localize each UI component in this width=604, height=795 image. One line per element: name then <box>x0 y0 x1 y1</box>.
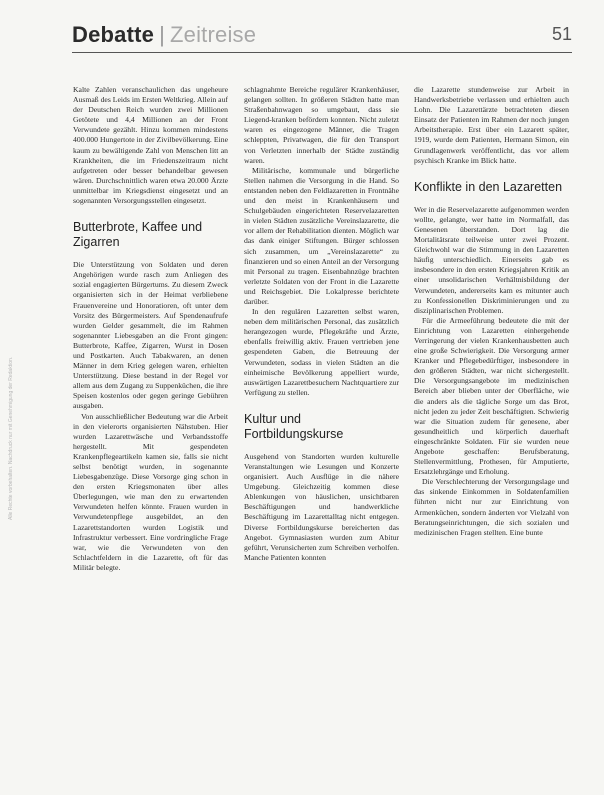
paragraph: Für die Armeeführung bedeutete die mit der Einrichtung von Lazaretten einhergehende Verringerung der vielen Krankenhausbetten auch eine große Schwierigkeit. Die Versorgung armer Kranker und Pflegebedürftiger, insbesondere in den größeren Städten, war nicht sichergestellt. Die Versorgungsangebote im medizinischen Bereich aber blieben unter der Oberfläche, wie die anders als die tägliche Sorge um das Brot, nicht jeden zu jeder Zeit beschäftigten. Schwierig war die Situation zudem für genesene, aber gesundheitlich und körperlich dauerhaft eingeschränkte Soldaten. Für sie wurden neue Angebote geschaffen: Berufsberatung, Stellenvermittlung, Prothesen, für Amputierte, Ersatzlehrgänge und Erholung. <box>414 315 569 477</box>
paragraph: Militärische, kommunale und bürgerliche Stellen nahmen die Versorgung in die Hand. So entstanden neben den Feldlazaretten in Frontnähe und den meist in Krankenhäusern und Schulgebäuden eingerichteten Reservelazaretten in vielen Städten zusätzliche Vereinslazarette, die vor allem der Rehabilitation dienten. Möglich war das dank einiger Stiftungen. Bürger schlossen sich zusammen, um „Vereinslazarette“ zu finanzieren und so einen Anteil an der Versorgung mit Personal zu tragen. Eisenbahnzüge brachten verletzte Soldaten von der Front in die Lazarette und Reichsgebiet. Die Lokalpresse berichtete darüber. <box>244 165 399 306</box>
section-title <box>72 22 256 48</box>
paragraph: Von ausschließlicher Bedeutung war die Arbeit in den vielerorts organisierten Nähstuben. Hier wurden Lazarettwäsche und Verbandsstoffe hergestellt. Mit gespendeten Krankenpflegeartikeln kamen sie, falls sie nicht selbst benötigt wurden, in sogenannte Liebesgabenzüge. Diese Vorsorge ging schon in den ersten Kriegsmonaten über alles Überlegungen, wie man den zu erwartenden Verwundeten helfen könnte. Frauen wurden in Verwundetenpflege ausgebildet, an den Lazarettstandorten wurden Logistik und Infrastruktur verbessert. Eine vordringliche Frage war, wie die Verwundeten von den Schlachtfeldern in die Lazarette, oft für das Militär belegte. <box>73 411 228 572</box>
text-column-2 <box>244 85 399 775</box>
paragraph: Die Verschlechterung der Versorgungslage und das sinkende Einkommen in Soldatenfamilien führten nicht nur zur Einrichtung von Armenküchen, sondern änderten vor Vielzahl von Beratungseinrichtungen, die sich sozialen und medizinischen Fragen stellten. Eine bunte <box>414 477 569 537</box>
paragraph: die Lazarette stundenweise zur Arbeit in Handwerksbetriebe verlassen und erhielten auch Lohn. Die Lazarettärzte betrachteten diesen Einsatz der Patienten im Rahmen der noch jungen Arbeitstherapie. Erst über ein Lazarett später, 1919, wurde dem Patienten, Hermann Simon, ein Grundlagenwerk veröffentlicht, das vor allem psychisch Kranke im Blick hatte. <box>414 85 569 165</box>
paragraph: schlagnahmte Bereiche regulärer Krankenhäuser, gelangen sollten. In größeren Städten hatte man Straßenbahnwagen so umgebaut, dass sie Liegend-kranken befördern konnten. Nicht zuletzt waren es eingezogene Männer, die Tragen schleppten, Privatwagen, die für den Transport von Verletzten innerhalb der Städte zuständig waren. <box>244 85 399 165</box>
paragraph: Wer in die Reservelazarette aufgenommen werden wollte, gelangte, wer hatte im Normalfall, das Genesenen überstanden. Dort lag die Mortalitätsrate teilweise unter zwei Prozent. Gleichwohl war die Stimmung in den Lazaretten häufig unterschiedlich. Einerseits gab es insbesondere in den ersten Kriegsjahren Kritik an einer unsolidarischen Verhältnisbildung der Verwundeten, andererseits kam es mitunter auch zu Konfessionellen Diskriminierungen und zu disziplinarischen Problemen. <box>414 204 569 315</box>
text-column-3 <box>414 85 569 775</box>
subheading: Kultur und Fortbildungskurse <box>244 411 344 441</box>
paragraph: In den regulären Lazaretten selbst waren, neben dem militärischen Personal, das zusätzlich herangezogen wurde, Pflegekräfte und Ärzte, ebenfalls freiwillig aktiv. Frauen vertrieben jene gespendeten Gaben, die Betreuung der Verwundeten, sodass in vielen Städten an die einheimische Bevölkerung appelliert wurde, auswärtigen Lazarettbesuchern Nachtquartiere zur Verfügung zu stellen. <box>244 307 399 397</box>
side-note: Alle Rechte vorbehalten. Nachdruck nur mit Genehmigung der Redaktion. <box>8 356 14 520</box>
page-header <box>72 22 572 53</box>
paragraph: Kalte Zahlen veranschaulichen das ungeheure Ausmaß des Leids im Ersten Weltkrieg. Allein auf der Deutschen Reich wurden zwei Millionen Getötete und 4,4 Millionen an der Front Verwundete gezählt. Hinzu kommen mindestens 400.000 Hungertote in der Zivilbevölkerung. Eine kaum zu bewältigende Zahl von Menschen litt an Krankheiten, die im Friedenszeitraum nicht aufgetreten oder besser behandelbar gewesen wären. Durchschnittlich waren etwa 20.000 Ärzte unmittelbar im Kriegsdienst eingesetzt und an sogenannten Versorgungsstellen eingesetzt. <box>73 85 228 206</box>
paragraph: Die Unterstützung von Soldaten und deren Angehörigen wurde rasch zum Anliegen des sozial engagierten Bürgertums. Zu diesem Zweck organisierten sich in der Heimat verbliebene Frauenvereine und Honoratioren, oft unter dem Vorsitz des Bürgermeisters. Auf Spendenaufrufe wurden Gelder gesammelt, die im Rahmen sogenannter Liebesgaben an die Front gingen: Butterbrote, Kaffee, Zigarren, Wurst in Dosen und Postkarten. Auch Tabakwaren, an denen Männer in dem Krieg gelegen waren, erhielten Unterstützung. Diese bestand in der Regel vor allem aus dem Zugang zu Suppenküchen, die ihre Speisen kostenlos oder gegen geringe Gebühren ausgaben. <box>73 260 228 411</box>
text-column-1 <box>73 85 228 775</box>
page-number: 51 <box>551 24 572 44</box>
section-separator: | <box>159 22 166 47</box>
subheading: Konflikte in den Lazaretten <box>414 179 563 194</box>
paragraph: Ausgehend von Standorten wurden kulturelle Veranstaltungen wie Lesungen und Konzerte organisiert. Auch Ausflüge in die nähere Umgebung. Gleichzeitig kommen diese Ablenkungen von häuslichen, unsichtbaren Beschäftigungen und handwerkliche Beschäftigung im Lazarettalltag nicht entgegen. Diverse Fortbildungskurse bereicherten das Angebot. Gymnasiasten wurden zum Abitur geführt, Verunsicherten zum Schreiben verholfen. Manche Patienten konnten <box>244 451 399 562</box>
subheading: Butterbrote, Kaffee und Zigarren <box>73 220 203 250</box>
section-name: Debatte <box>72 22 155 47</box>
subsection-name: Zeitreise <box>170 22 257 47</box>
